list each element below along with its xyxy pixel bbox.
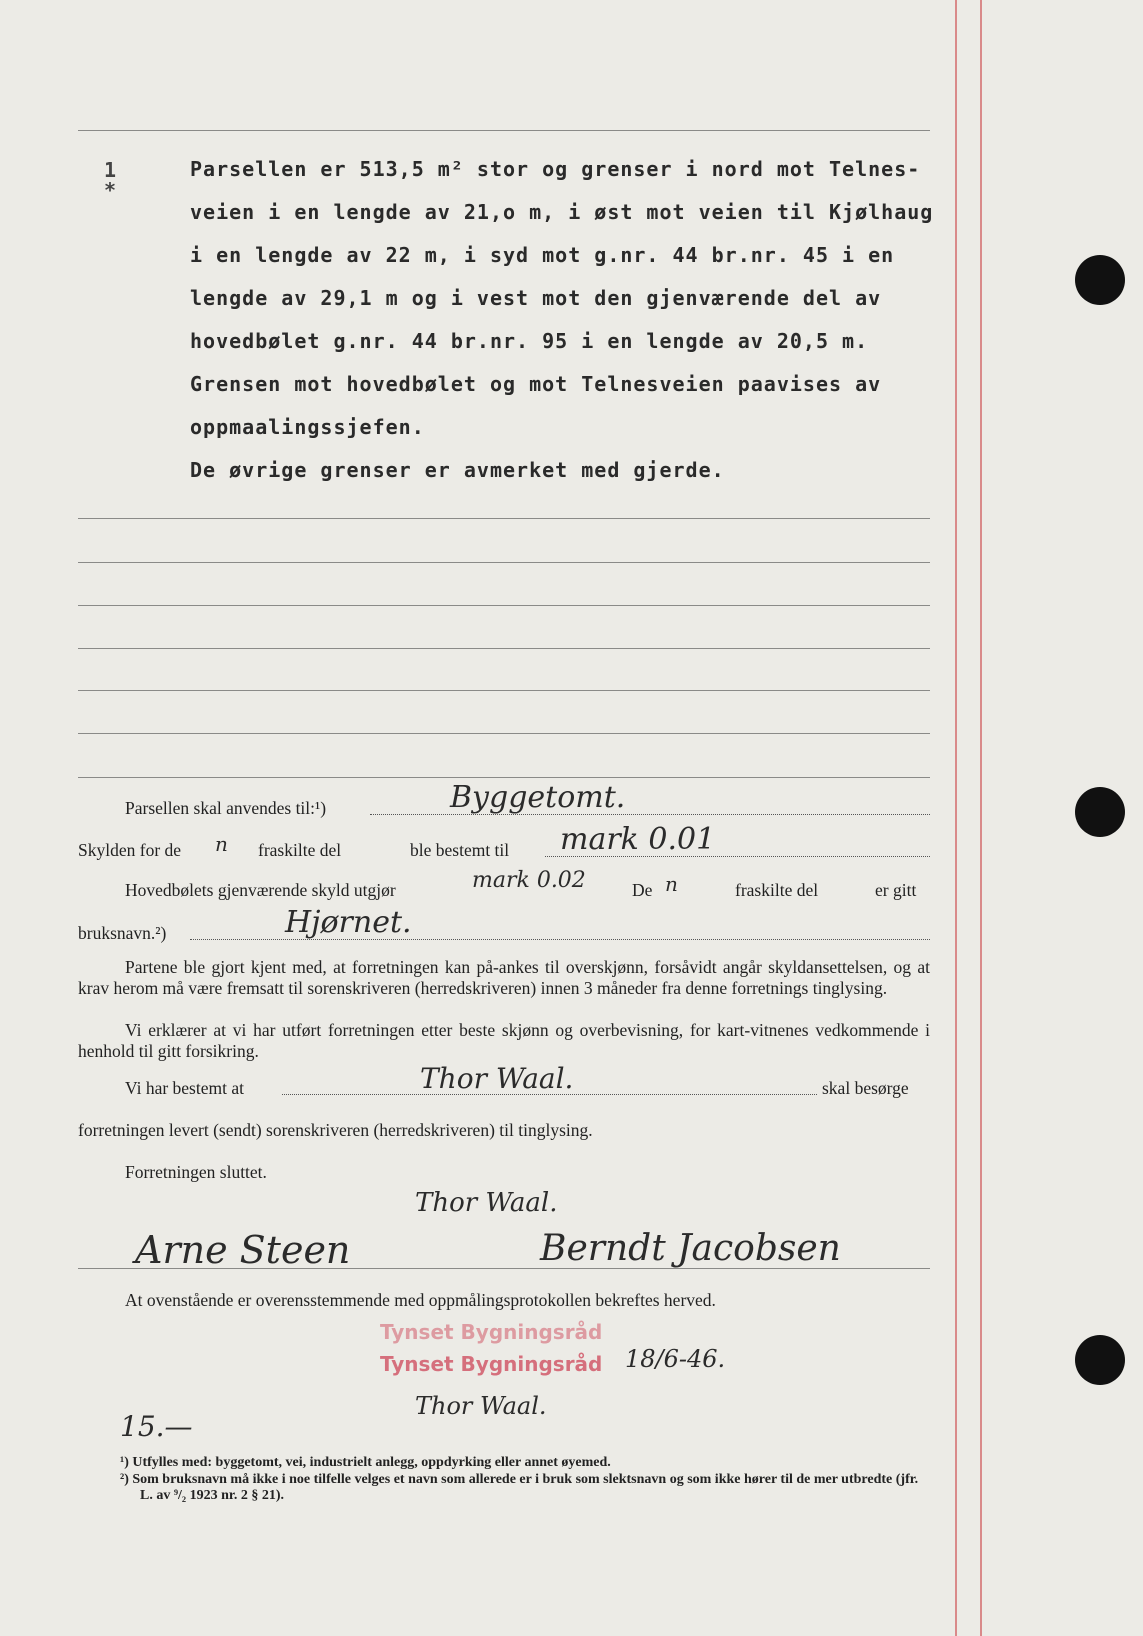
skyld-label-a: Skylden for de [78,840,182,860]
typed-line: lengde av 29,1 m og i vest mot den gjenværende del av [190,286,882,310]
ruled-line [78,648,930,649]
typed-line: i en lengde av 22 m, i syd mot g.nr. 44 br.nr. 45 i en [190,243,895,267]
fee-value: 15.— [120,1410,193,1443]
ruled-line [78,130,930,131]
bruksnavn-label: bruksnavn.²) [78,923,167,943]
besorge-label-b: skal besørge [822,1078,909,1098]
punch-hole-bottom [1075,1335,1125,1385]
signature-arne-steen: Arne Steen [135,1228,351,1272]
hoved-label-d: er gitt [875,880,917,900]
typed-line: Grensen mot hovedbølet og mot Telnesveien paavises av [190,372,882,396]
use-label: Parsellen skal anvendes til:¹) [125,798,327,818]
hoved-value: mark 0.02 [472,868,586,893]
confirm-text: At ovenstående er overensstemmende med oppmålingsprotokollen bekreftes herved. [125,1290,716,1310]
use-dotted-line [370,814,930,815]
besorge-dotted-line [282,1094,817,1095]
ruled-line [78,518,930,519]
hoved-label-a: Hovedbølets gjenværende skyld utgjør [125,880,396,900]
signature-berndt-jacobsen: Berndt Jacobsen [540,1228,841,1269]
bruksnavn-dotted-line [190,939,930,940]
punch-hole-top [1075,255,1125,305]
appeal-paragraph: Partene ble gjort kjent med, at forretningen kan på-ankes til overskjønn, forsåvidt angår skyldansettelsen, og at krav herom må være fremsatt til sorenskriveren (herredskriveren) innen 3 måneder fra denne forretnings tinglysing. [78,957,930,998]
margin-line-right [980,0,982,1636]
bruksnavn-value: Hjørnet. [285,905,412,940]
ruled-line [78,690,930,691]
hoved-label-b: De [632,880,653,900]
final-signature: Thor Waal. [415,1392,547,1420]
use-value: Byggetomt. [450,780,626,815]
footnote-1: ¹) Utfylles med: byggetomt, vei, industrielt anlegg, oppdyrking eller annet øyemed. [120,1455,611,1470]
punch-hole-middle [1075,787,1125,837]
skyld-fill-a: n [215,832,228,856]
ruled-line [78,605,930,606]
footnote-2: ²) Som bruksnavn må ikke i noe tilfelle velges et navn som allerede er i bruk som slektsnavn og som ikke hører til de mer utbredte (jfr. L. av ⁹/₂ 1923 nr. 2 § 21). [120,1472,919,1503]
typed-line: hovedbølet g.nr. 44 br.nr. 95 i en lengde av 20,5 m. [190,329,869,353]
margin-line-left [955,0,957,1636]
skyld-dotted-line [545,856,930,857]
ruled-line [78,777,930,778]
declaration-paragraph: Vi erklærer at vi har utført forretningen etter beste skjønn og overbevisning, for kart-vitnenes vedkommende i henhold til gitt forsikring. [78,1020,930,1061]
stamp-date: 18/6-46. [625,1345,726,1373]
levert-text: forretningen levert (sendt) sorenskriveren (herredskriveren) til tinglysing. [78,1120,593,1140]
ruled-line [78,733,930,734]
sluttet-text: Forretningen sluttet. [125,1162,267,1182]
hoved-fill-b: n [665,872,678,896]
typed-line: oppmaalingssjefen. [190,415,425,439]
typed-line: De øvrige grenser er avmerket med gjerde. [190,458,725,482]
stamp-line: Tynset Bygningsråd [380,1352,603,1376]
signature-thor-waal: Thor Waal. [415,1188,558,1218]
ruled-line [78,562,930,563]
typed-line: veien i en lengde av 21,o m, i øst mot veien til Kjølhaug [190,200,934,224]
skyld-label-b: fraskilte del [258,840,342,860]
skyld-value: mark 0.01 [560,822,716,857]
skyld-label-c: ble bestemt til [410,840,510,860]
typed-marker: 1 * [104,158,117,202]
hoved-label-c: fraskilte del [735,880,819,900]
besorge-label-a: Vi har bestemt at [125,1078,244,1098]
stamp-line: Tynset Bygningsråd [380,1320,603,1344]
typed-line: Parsellen er 513,5 m² stor og grenser i nord mot Telnes- [190,157,921,181]
besorge-value: Thor Waal. [420,1062,574,1095]
